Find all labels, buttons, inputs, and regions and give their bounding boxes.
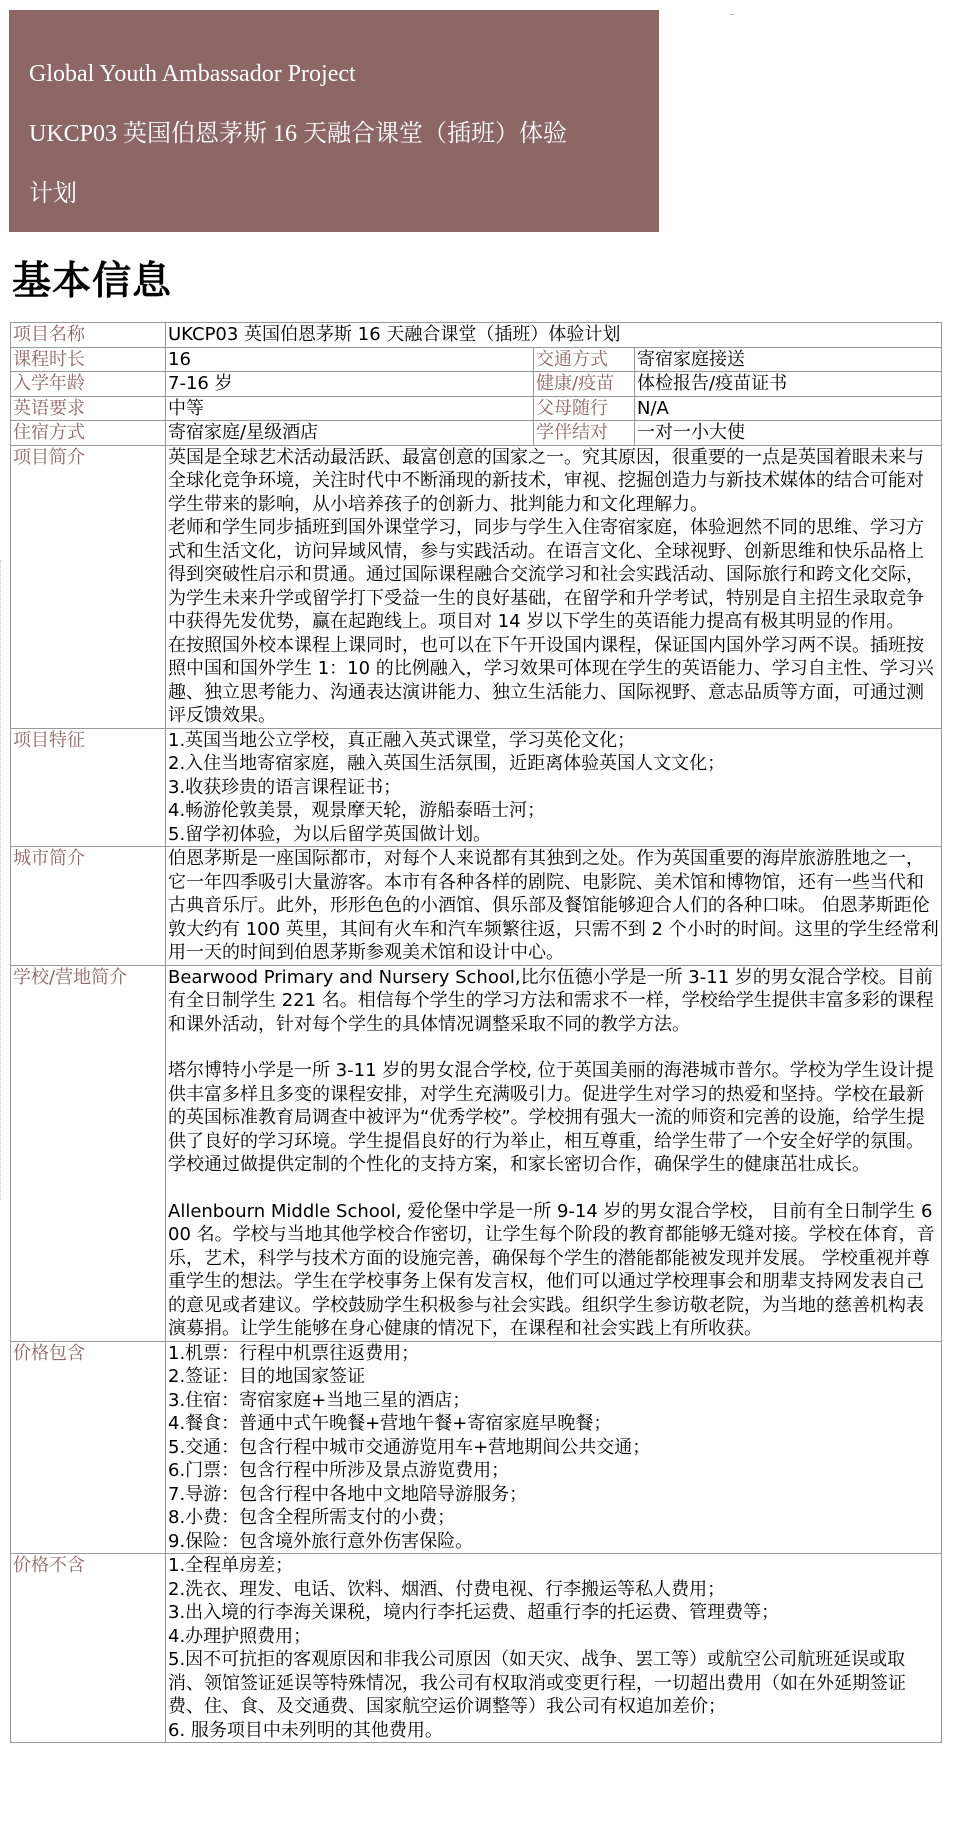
label-buddy: 学伴结对 [534,421,635,446]
label-age: 入学年龄 [11,372,166,397]
list-item: 4.办理护照费用； [168,1625,312,1647]
list-item: 5.交通：包含行程中城市交通游览用车+营地期间公共交通； [168,1436,651,1458]
label-excluded: 价格不含 [11,1554,166,1743]
table-row [11,1554,942,1743]
list-item: 3.收获珍贵的语言课程证书； [168,776,402,798]
table-row [11,347,942,372]
label-city: 城市简介 [11,847,166,966]
value-excluded [166,1554,942,1743]
value-buddy: 一对一小大使 [635,421,942,446]
label-english: 英语要求 [11,396,166,421]
label-features: 项目特征 [11,728,166,847]
list-item: 6.门票：包含行程中所涉及景点游览费用； [168,1460,510,1481]
list-item: 3.住宿：寄宿家庭+当地三星的酒店； [168,1389,471,1411]
value-transport: 寄宿家庭接送 [635,347,942,372]
list-item: 5.因不可抗拒的客观原因和非我公司原因（如天灾、战争、罢工等）或航空公司航班延误或取消、领馆签证延误等特殊情况，我公司有权取消或变更行程，一切超出费用（如在外延期签证费、住、食、及交通费、国家航空运价调整等）我公司有权追加差价； [168,1649,906,1717]
list-item: 1.英国当地公立学校，真正融入英式课堂，学习英伦文化； [168,729,636,751]
value-school [166,965,942,1341]
label-health: 健康/疫苗 [534,372,635,397]
value-duration: 16 [166,347,534,372]
table-row [11,728,942,847]
list-item: 1.机票：行程中机票往返费用； [168,1342,420,1364]
paragraph-spacer [168,1036,939,1059]
list-item: 8.小费：包含全程所需支付的小费； [168,1507,456,1528]
value-parent: N/A [635,396,942,421]
value-stay: 寄宿家庭/星级酒店 [166,421,534,446]
table-row [11,396,942,421]
label-project-name: 项目名称 [11,323,166,348]
value-included [166,1341,942,1554]
school-paragraph: Bearwood Primary and Nursery School,比尔伍德小学是一所 3-11 岁的男女混合学校。目前有全日制学生 221 名。相信每个学生的学习方法和需求不一样，学校给学生提供丰富多彩的课程和课外活动，针对每个学生的具体情况调整采取不同的教学方法。 [168,966,934,1035]
value-features [166,728,942,847]
table-row [11,847,942,966]
school-paragraph: Allenbourn Middle School, 爱伦堡中学是一所 9-14 岁的男女混合学校， 目前有全日制学生 600 名。学校与当地其他学校合作密切，让学生每个阶段的教育都能够无缝对接。学校在体育，音乐，艺术，科学与技术方面的设施完善，确保每个学生的潜能都能被发现并发展。 学校重视并尊重学生的想法。学生在学校事务上保有发言权，他们可以通过学校理事会和朋辈支持网发表自己的意见或者建议。学校鼓励学生积极参与社会实践。组织学生参访敬老院，为当地的慈善机构表演募捐。让学生能够在身心健康的情况下，在课程和社会实践上有所收获。 [168,1200,935,1339]
value-city: 伯恩茅斯是一座国际都市，对每个人来说都有其独到之处。作为英国重要的海岸旅游胜地之一，它一年四季吸引大量游客。本市有各种各样的剧院、电影院、美术馆和博物馆，还有一些当代和古典音乐厅。此外，形形色色的小酒馆、俱乐部及餐馆能够迎合人们的各种口味。 伯恩茅斯距伦敦大约有 100 英里，其间有火车和汽车频繁往返，只需不到 2 个小时的时间。这里的学生经常利用一天的时间到伯恩茅斯参观美术馆和设计中心。 [166,847,942,966]
list-item: 2.洗衣、理发、电话、饮料、烟酒、付费电视、行李搬运等私人费用； [168,1578,726,1600]
list-item: 7.导游：包含行程中各地中文地陪导游服务； [168,1483,528,1505]
banner-plan-title-cont: 计划 [29,181,77,207]
list-item: 9.保险：包含境外旅行意外伤害保险。 [168,1530,474,1552]
table-row [11,323,942,348]
label-transport: 交通方式 [534,347,635,372]
table-row [11,445,942,728]
value-intro: 英国是全球艺术活动最活跃、最富创意的国家之一。究其原因，很重要的一点是英国着眼未来与全球化竞争环境，关注时代中不断涌现的新技术，审视、挖掘创造力与新技术媒体的结合可能对学生带来的影响，从小培养孩子的创新力、批判能力和文化理解力。 老师和学生同步插班到国外课堂学习，同步与学生入住寄宿家庭，体验迥然不同的思维、学习方式和生活文化，访问异域风情，参与实践活动。在语言文化、全球视野、创新思维和快乐品格上得到突破性启示和贯通。通过国际课程融合交流学习和社会实践活动、国际旅行和跨文化交际，为学生未来升学或留学打下受益一生的良好基础，在留学和升学考试，特别是自主招生录取竞争中获得先发优势，赢在起跑线上。项目对 14 岁以下学生的英语能力提高有极其明显的作用。 在按照国外校本课程上课同时，也可以在下午开设国内课程，保证国内国外学习两不误。插班按照中国和国外学生 1：10 的比例融入，学习效果可体现在学生的英语能力、学习自主性、学习兴趣、独立思考能力、沟通表达演讲能力、独立生活能力、国际视野、意志品质等方面，可通过测评反馈效果。 [166,445,942,728]
table-row [11,421,942,446]
value-age: 7-16 岁 [166,372,534,397]
banner-project-name: Global Youth Ambassador Project [29,61,356,87]
value-health: 体检报告/疫苗证书 [635,372,942,397]
page-margin-guide [0,560,3,1200]
value-project-name: UKCP03 英国伯恩茅斯 16 天融合课堂（插班）体验计划 [166,323,942,348]
list-item: 2.签证：目的地国家签证 [168,1366,366,1387]
list-item: 2.入住当地寄宿家庭，融入英国生活氛围，近距离体验英国人文文化； [168,753,726,774]
school-paragraph: 塔尔博特小学是一所 3-11 岁的男女混合学校, 位于英国美丽的海港城市普尔。学校为学生设计提供丰富多样且多变的课程安排，对学生充满吸引力。促进学生对学习的热爱和坚持。学校在最新的英国标准教育局调查中被评为“优秀学校”。学校拥有强大一流的师资和完善的设施，给学生提供了良好的学习环境。学生提倡良好的行为举止，相互尊重，给学生带了一个安全好学的氛围。学校通过做提供定制的个性化的支持方案，和家长密切合作，确保学生的健康茁壮成长。 [168,1060,934,1175]
list-item: 4.餐食：普通中式午晚餐+营地午餐+寄宿家庭早晚餐； [168,1413,612,1434]
paragraph-spacer [168,1177,939,1200]
label-stay: 住宿方式 [11,421,166,446]
table-row [11,965,942,1341]
list-item: 1.全程单房差； [168,1555,294,1576]
label-intro: 项目简介 [11,445,166,728]
table-row [11,372,942,397]
label-parent: 父母随行 [534,396,635,421]
label-included: 价格包含 [11,1341,166,1554]
value-english: 中等 [166,396,534,421]
banner-plan-title: UKCP03 英国伯恩茅斯 16 天融合课堂（插班）体验 [29,121,568,147]
label-school: 学校/营地简介 [11,965,166,1341]
list-item: 4.畅游伦敦美景，观景摩天轮，游船泰晤士河； [168,800,546,821]
page-corner-mark [730,14,734,17]
list-item: 6. 服务项目中未列明的其他费用。 [168,1719,443,1741]
table-row [11,1341,942,1554]
section-heading: 基本信息 [12,259,173,304]
list-item: 3.出入境的行李海关课税，境内行李托运费、超重行李的托运费、管理费等； [168,1602,780,1623]
label-duration: 课程时长 [11,347,166,372]
basic-info-table [10,322,942,1743]
title-banner [9,10,659,232]
list-item: 5.留学初体验，为以后留学英国做计划。 [168,823,492,845]
